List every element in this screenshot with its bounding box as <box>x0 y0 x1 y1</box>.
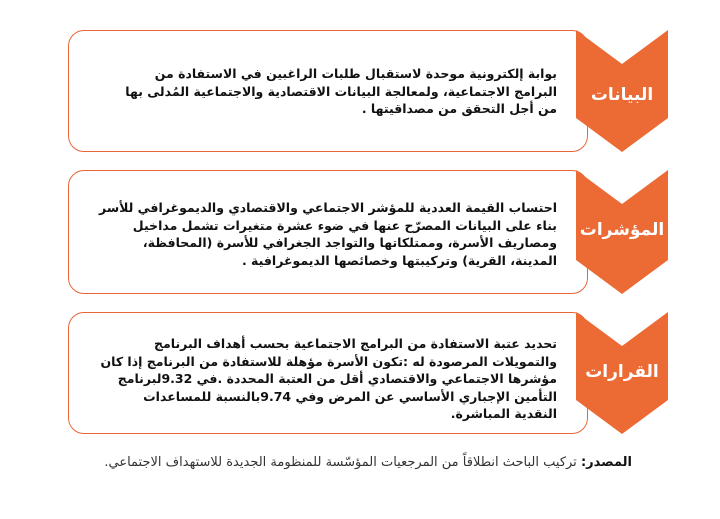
data-description-text: بوابة إلكترونية موحدة لاستقبال طلبات الراغبين في الاستفادة من البرامج الاجتماعية، ولمعالجة البيانات الاقتصادية والاجتماعية المُدلى بها من أجل التحقق من مصداقيتها . <box>125 66 557 116</box>
data-chevron <box>576 30 668 152</box>
data-label: البيانات <box>590 85 654 105</box>
decisions-chevron <box>576 312 668 434</box>
source-note <box>72 454 632 472</box>
source-text: تركيب الباحث انطلاقاً من المرجعيات المؤسّسة للمنظومة الجديدة للاستهداف الاجتماعي. <box>104 455 581 470</box>
data-description-box <box>68 30 588 152</box>
indicators-chevron <box>576 170 668 294</box>
indicators-description-box <box>68 170 588 294</box>
decisions-description-box <box>68 312 588 434</box>
indicators-description-text: احتساب القيمة العددية للمؤشر الاجتماعي والاقتصادي والديموغرافي للأسر بناء على البيانات المصرّح عنها في ضوء عشرة متغيرات تشمل مداخيل ومصاريف الأسرة، وممتلكاتها والتواجد الجغرافي للأسرة (المحافظة، المدينة، القرية) وتركيبتها وخصائصها الديموغرافية . <box>99 200 557 268</box>
indicators-label: المؤشرات <box>579 220 665 240</box>
decisions-label: القرارات <box>585 362 659 382</box>
decisions-description-text: تحديد عتبة الاستفادة من البرامج الاجتماعية بحسب أهداف البرنامج والتمويلات المرصودة له :تكون الأسرة مؤهلة للاستفادة من البرنامج إذا كان مؤشرها الاجتماعي والاقتصادي أقل من العتبة المحددة .في 9.32لبرنامج التأمين الإجباري الأساسي عن المرض وفي 9.74بالنسبة للمساعدات النقدية المباشرة. <box>100 336 557 421</box>
source-label: المصدر: <box>580 455 632 470</box>
